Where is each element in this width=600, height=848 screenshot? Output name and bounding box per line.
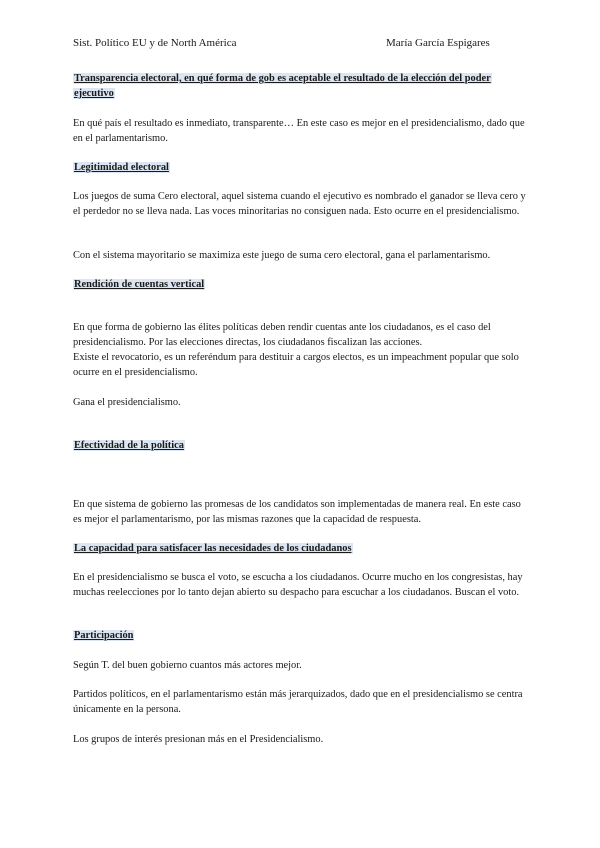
paragraph: Partidos políticos, en el parlamentarismo están más jerarquizados, dado que en el presidencialismo se centra únicamente en la persona. [73,689,523,715]
paragraph: Los grupos de interés presionan más en el Presidencialismo. [73,734,324,745]
section-heading-efectividad: Efectividad de la política [74,440,184,451]
paragraph: Los juegos de suma Cero electoral, aquel sistema cuando el ejecutivo es nombrado el ganador se lleva cero y el perdedor no se lleva nada. Las voces minoritarias no consiguen nada. Esto ocurre en el presidencialismo. [73,191,526,217]
section-heading-capacidad: La capacidad para satisfacer las necesidades de los ciudadanos [74,543,352,554]
paragraph: En que sistema de gobierno las promesas de los candidatos son implementadas de manera real. En este caso es mejor el parlamentarismo, por las mismas razones que la capacidad de respuesta. [73,499,521,525]
section-heading-legitimidad: Legitimidad electoral [74,162,169,173]
paragraph: En que forma de gobierno las élites políticas deben rendir cuentas ante los ciudadanos, es el caso del presidencialismo. Por las elecciones directas, los ciudadanos fiscalizan las acciones. [73,322,491,348]
header-course-title: Sist. Político EU y de North América [73,37,237,49]
paragraph: Según T. del buen gobierno cuantos más actores mejor. [73,660,302,671]
header-author-name: María García Espigares [386,37,490,49]
section-heading-rendicion: Rendición de cuentas vertical [74,279,205,290]
section-heading-transparencia: Transparencia electoral, en qué forma de gob es aceptable el resultado de la elección del poder ejecutivo [74,73,491,99]
paragraph: Con el sistema mayoritario se maximiza este juego de suma cero electoral, gana el parlamentarismo. [73,250,491,261]
paragraph: En qué país el resultado es inmediato, transparente… En este caso es mejor en el presidencialismo, dado que en el parlamentarismo. [73,118,525,144]
section-heading-participacion: Participación [74,630,134,641]
paragraph: Gana el presidencialismo. [73,397,181,408]
paragraph: En el presidencialismo se busca el voto, se escucha a los ciudadanos. Ocurre mucho en los congresistas, hay muchas reelecciones por lo tanto dejan abierto su despacho para escuchar a los ciudadanos. Buscan el voto. [73,572,523,598]
paragraph: Existe el revocatorio, es un referéndum para destituir a cargos electos, es un impeachment popular que solo ocurre en el presidencialismo. [73,352,519,378]
